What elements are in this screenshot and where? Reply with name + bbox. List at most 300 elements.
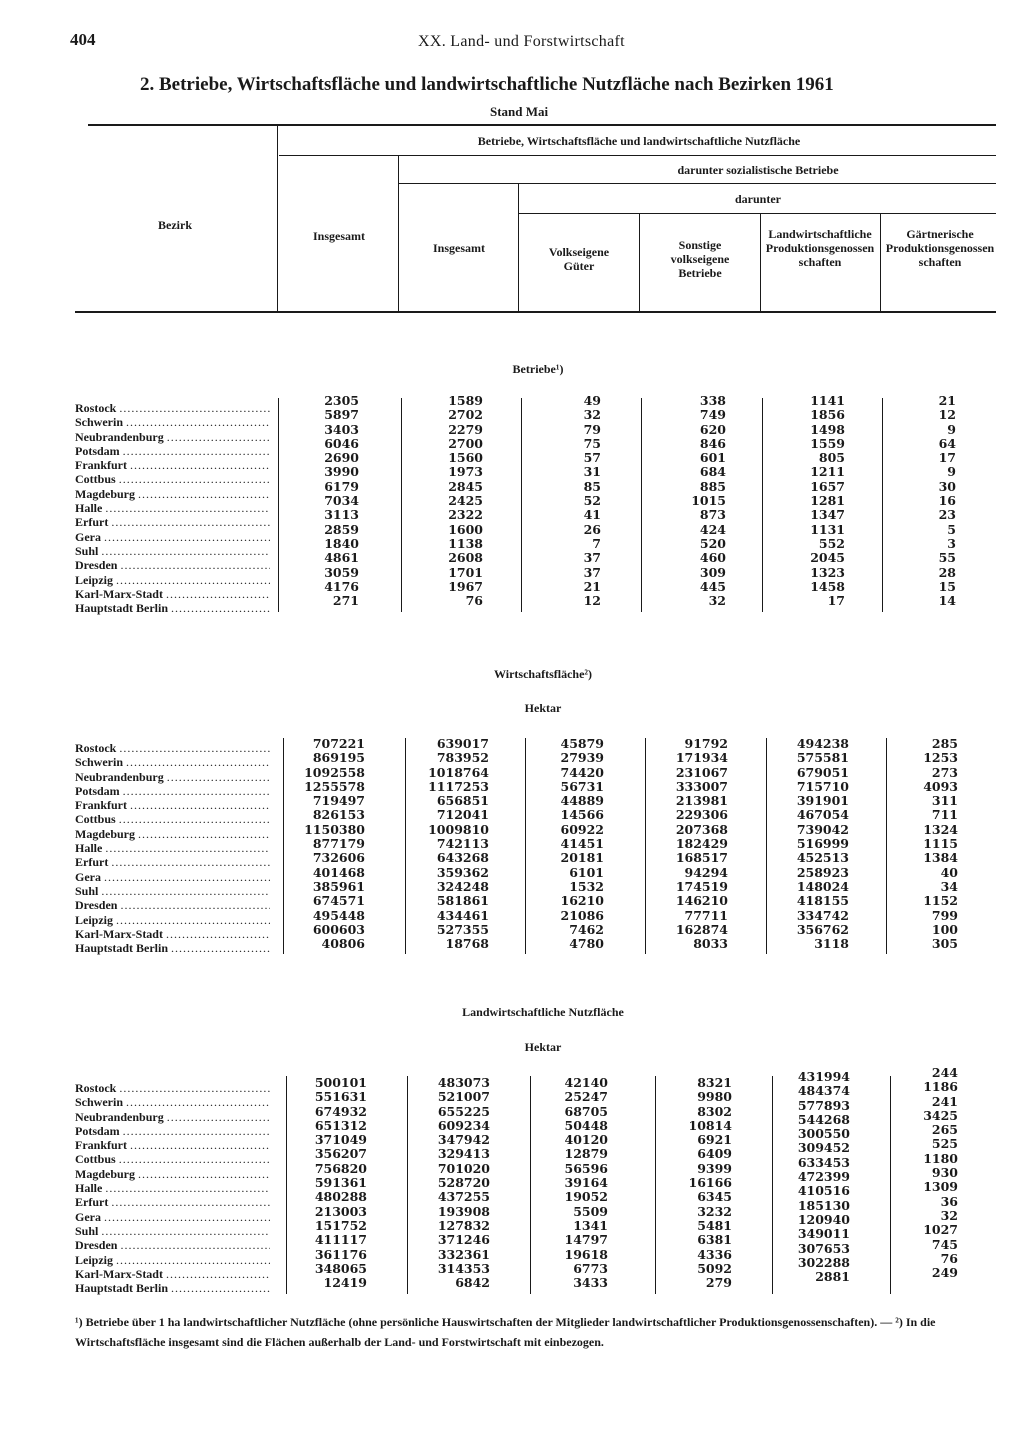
table-cell: 745 <box>931 1236 958 1252</box>
table-cell: 1115 <box>923 836 958 852</box>
table-cell: 1600 <box>448 521 483 537</box>
table-cell: 309 <box>699 564 726 580</box>
bezirk-label: Halle ..... <box>75 841 270 855</box>
table-cell: 1138 <box>448 535 483 551</box>
header-volkseigene-gueter: Volkseigene Güter <box>548 245 610 273</box>
table-cell: 544268 <box>797 1111 850 1127</box>
header-sonstige-betriebe: Sonstige volkseigene Betriebe <box>670 238 730 280</box>
table-cell: 528720 <box>437 1175 490 1191</box>
table-cell: 309452 <box>797 1140 850 1156</box>
table-cell: 7462 <box>569 921 604 937</box>
table-cell: 467054 <box>796 807 849 823</box>
table-cell: 37 <box>583 564 601 580</box>
table-cell: 15 <box>938 578 956 594</box>
table-cell: 434461 <box>436 907 489 923</box>
bezirk-label: Karl-Marx-Stadt ..... <box>75 927 270 941</box>
header-top: Betriebe, Wirtschaftsfläche und landwirtschaftliche Nutzfläche <box>477 134 801 148</box>
table-cell: 1018764 <box>428 764 489 780</box>
table-cell: 359362 <box>436 864 489 880</box>
table-cell: 371049 <box>314 1132 367 1148</box>
table-cell: 20181 <box>560 850 604 866</box>
table-cell: 1341 <box>573 1217 608 1233</box>
table-cell: 711 <box>931 807 958 823</box>
table-cell: 347942 <box>437 1132 490 1148</box>
table-cell: 877179 <box>312 836 365 852</box>
bezirk-label: Halle ..... <box>75 501 270 515</box>
table-cell: 3232 <box>697 1203 732 1219</box>
table-cell: 300550 <box>797 1126 850 1142</box>
table-cell: 525 <box>931 1136 958 1152</box>
table-cell: 14797 <box>564 1232 608 1248</box>
table-cell: 229306 <box>675 807 728 823</box>
table-cell: 1840 <box>324 535 359 551</box>
table-cell: 285 <box>931 736 958 751</box>
table-cell: 16210 <box>560 893 604 909</box>
bezirk-label: Potsdam ..... <box>75 444 270 458</box>
table-cell: 333007 <box>675 778 728 794</box>
table-cell: 1255578 <box>304 778 365 794</box>
table-cell: 5092 <box>697 1260 732 1276</box>
table-cell: 1324 <box>923 821 958 837</box>
table-cell: 9980 <box>697 1089 732 1105</box>
table-cell: 127832 <box>437 1217 490 1233</box>
bezirk-label: Magdeburg ..... <box>75 827 270 841</box>
table-cell: 60922 <box>560 821 604 837</box>
table-cell: 4176 <box>324 578 359 594</box>
table-cell: 846 <box>699 435 726 451</box>
table-cell: 3 <box>947 535 956 551</box>
table-cell: 783952 <box>436 750 489 766</box>
table-cell: 28 <box>938 564 956 580</box>
column-soz-insgesamt <box>410 737 489 951</box>
table-cell: 36 <box>940 1193 958 1209</box>
table-cell: 249 <box>931 1265 958 1281</box>
bezirk-label: Potsdam ..... <box>75 1124 270 1138</box>
table-cell: 279 <box>705 1275 732 1291</box>
table-cell: 873 <box>699 507 726 523</box>
column-insgesamt <box>290 737 365 951</box>
table-cell: 273 <box>931 764 958 780</box>
table-cell: 805 <box>818 450 845 466</box>
table-cell: 356207 <box>314 1146 367 1162</box>
header-darunter-sozialistisch: darunter sozialistische Betriebe <box>677 163 839 177</box>
table-cell: 2881 <box>815 1269 850 1285</box>
table-cell: 9 <box>947 421 956 437</box>
header-rule-3 <box>519 213 996 214</box>
table-cell: 32 <box>583 407 601 423</box>
table-cell: 231067 <box>675 764 728 780</box>
bezirk-label: Erfurt ..... <box>75 855 270 869</box>
table-cell: 410516 <box>797 1183 850 1199</box>
table-cell: 445 <box>699 578 726 594</box>
table-cell: 37 <box>583 550 601 566</box>
table-cell: 1657 <box>810 478 845 494</box>
bezirk-label: Magdeburg ..... <box>75 1167 270 1181</box>
table-cell: 581861 <box>436 893 489 909</box>
column-sonstige-betriebe <box>660 1076 732 1290</box>
table-cell: 12879 <box>564 1146 608 1162</box>
bezirk-label: Schwerin ..... <box>75 1095 270 1109</box>
table-cell: 361176 <box>314 1246 367 1262</box>
table-cell: 171934 <box>675 750 728 766</box>
table-cell: 168517 <box>675 850 728 866</box>
table-cell: 57 <box>583 450 601 466</box>
table-cell: 6179 <box>324 478 359 494</box>
bezirk-label: Suhl ..... <box>75 884 270 898</box>
header-divider <box>518 183 519 311</box>
table-cell: 655225 <box>437 1103 490 1119</box>
table-cell: 50448 <box>564 1117 608 1133</box>
table-cell: 19052 <box>564 1189 608 1205</box>
table-cell: 1384 <box>923 850 958 866</box>
bezirk-label: Suhl ..... <box>75 544 270 558</box>
table-cell: 6921 <box>697 1132 732 1148</box>
table-cell: 494238 <box>796 736 849 751</box>
table-cell: 148024 <box>796 878 849 894</box>
table-cell: 185130 <box>797 1197 850 1213</box>
table-cell: 5 <box>947 521 956 537</box>
table-cell: 674932 <box>314 1103 367 1119</box>
header-rule-1 <box>279 155 996 156</box>
table-cell: 3433 <box>573 1275 608 1291</box>
table-cell: 418155 <box>796 893 849 909</box>
bezirk-label: Rostock ..... <box>75 1081 270 1095</box>
table-cell: 2845 <box>448 478 483 494</box>
table-cell: 391901 <box>796 793 849 809</box>
table-cell: 411117 <box>314 1232 367 1248</box>
table-cell: 10814 <box>688 1117 732 1133</box>
table-cell: 1309 <box>923 1179 958 1195</box>
table-cell: 424 <box>699 521 726 537</box>
bezirk-label: Frankfurt ..... <box>75 458 270 472</box>
table-cell: 324248 <box>436 878 489 894</box>
table-cell: 1560 <box>448 450 483 466</box>
column-soz-insgesamt <box>412 1076 490 1290</box>
table-cell: 8302 <box>697 1103 732 1119</box>
table-cell: 1150380 <box>304 821 365 837</box>
table-cell: 52 <box>583 493 601 509</box>
bezirk-label: Neubrandenburg ..... <box>75 770 270 784</box>
table-cell: 707221 <box>312 736 365 751</box>
table-cell: 244 <box>931 1065 958 1080</box>
bezirk-label: Hauptstadt Berlin ..... <box>75 601 270 615</box>
column-soz-insgesamt <box>405 394 483 608</box>
bezirk-label: Hauptstadt Berlin ..... <box>75 1281 270 1295</box>
table-cell: 6409 <box>697 1146 732 1162</box>
table-cell: 521007 <box>437 1089 490 1105</box>
bezirk-label: Karl-Marx-Stadt ..... <box>75 1267 270 1281</box>
table-cell: 732606 <box>312 850 365 866</box>
bezirk-label: Hauptstadt Berlin ..... <box>75 941 270 955</box>
bezirk-label: Rostock ..... <box>75 741 270 755</box>
table-cell: 3118 <box>814 936 849 952</box>
table-cell: 930 <box>931 1165 958 1181</box>
table-cell: 609234 <box>437 1117 490 1133</box>
chapter-heading: XX. Land- und Forstwirtschaft <box>418 33 625 50</box>
table-cell: 643268 <box>436 850 489 866</box>
table-cell: 719497 <box>312 793 365 809</box>
table-cell: 651312 <box>314 1117 367 1133</box>
table-cell: 334742 <box>796 907 849 923</box>
table-cell: 500101 <box>314 1075 367 1090</box>
table-cell: 656851 <box>436 793 489 809</box>
table-cell: 19618 <box>564 1246 608 1262</box>
bezirk-label: Schwerin ..... <box>75 415 270 429</box>
column-rule <box>655 1076 656 1294</box>
table-cell: 4780 <box>569 936 604 952</box>
table-cell: 639017 <box>436 736 489 751</box>
table-cell: 329413 <box>437 1146 490 1162</box>
footnotes: ¹) Betriebe über 1 ha landwirtschaftlicher Nutzfläche (ohne persönliche Hauswirtschaften der Mitglieder landwirtschaftlicher Produktionsgenossenschaften). — ²) In die Wirtschaftsfläche insgesamt sind die Flächen außerhalb der Land- und Forstwirtschaft mit einbezogen. <box>75 1315 936 1349</box>
bezirk-label: Karl-Marx-Stadt ..... <box>75 587 270 601</box>
table-cell: 151752 <box>314 1217 367 1233</box>
column-insgesamt <box>293 1076 367 1290</box>
table-cell: 431994 <box>797 1069 850 1084</box>
bezirk-label: Schwerin ..... <box>75 755 270 769</box>
table-cell: 701020 <box>437 1160 490 1176</box>
section-title: Betriebe¹) <box>512 362 564 376</box>
table-cell: 305 <box>931 936 958 952</box>
table-cell: 1856 <box>810 407 845 423</box>
table-cell: 885 <box>699 478 726 494</box>
table-cell: 452513 <box>796 850 849 866</box>
table-cell: 495448 <box>312 907 365 923</box>
header-soz-insgesamt: Insgesamt <box>432 241 485 255</box>
column-gpg <box>894 1066 958 1280</box>
bezirk-label: Gera ..... <box>75 870 270 884</box>
column-insgesamt <box>285 394 359 608</box>
table-cell: 31 <box>583 464 601 480</box>
table-cell: 9399 <box>697 1160 732 1176</box>
table-cell: 527355 <box>436 921 489 937</box>
table-cell: 55 <box>938 550 956 566</box>
table-cell: 85 <box>583 478 601 494</box>
table-cell: 9 <box>947 464 956 480</box>
table-cell: 21 <box>938 393 956 408</box>
table-cell: 271 <box>332 593 359 609</box>
table-cell: 2700 <box>448 435 483 451</box>
column-rule <box>525 738 526 954</box>
column-rule <box>890 1076 891 1294</box>
table-cell: 21 <box>583 578 601 594</box>
table-cell: 25247 <box>564 1089 608 1105</box>
bezirk-label: Potsdam ..... <box>75 784 270 798</box>
table-cell: 14 <box>938 593 956 609</box>
column-rule <box>405 738 406 954</box>
table-cell: 1532 <box>569 878 604 894</box>
table-cell: 1180 <box>923 1150 958 1166</box>
column-sonstige-betriebe <box>650 737 728 951</box>
table-cell: 64 <box>938 435 956 451</box>
table-cell: 577893 <box>797 1097 850 1113</box>
table-cell: 472399 <box>797 1169 850 1185</box>
table-cell: 349011 <box>797 1226 850 1242</box>
table-cell: 620 <box>699 421 726 437</box>
bezirk-label: Dresden ..... <box>75 558 270 572</box>
table-cell: 356762 <box>796 921 849 937</box>
table-cell: 302288 <box>797 1254 850 1270</box>
table-cell: 484374 <box>797 1083 850 1099</box>
header-bottom-rule <box>75 311 996 313</box>
table-cell: 601 <box>699 450 726 466</box>
table-cell: 17 <box>827 593 845 609</box>
table-cell: 1117253 <box>428 778 489 794</box>
table-cell: 338 <box>699 393 726 408</box>
table-cell: 18768 <box>445 936 489 952</box>
bezirk-label: Erfurt ..... <box>75 1195 270 1209</box>
row-labels <box>75 741 270 955</box>
table-cell: 77711 <box>684 907 728 923</box>
table-cell: 332361 <box>437 1246 490 1262</box>
table-cell: 600603 <box>312 921 365 937</box>
table-cell: 1701 <box>448 564 483 580</box>
table-cell: 552 <box>818 535 845 551</box>
header-lpg: Landwirtschaftliche Produktionsgenossenschaften <box>765 227 875 269</box>
table-cell: 1347 <box>810 507 845 523</box>
table-cell: 385961 <box>312 878 365 894</box>
table-cell: 679051 <box>796 764 849 780</box>
table-cell: 307653 <box>797 1240 850 1256</box>
table-cell: 23 <box>938 507 956 523</box>
table-cell: 575581 <box>796 750 849 766</box>
table-cell: 32 <box>708 593 726 609</box>
header-insgesamt: Insgesamt <box>312 229 365 243</box>
bezirk-label: Suhl ..... <box>75 1224 270 1238</box>
column-rule <box>401 398 402 612</box>
table-cell: 8321 <box>697 1075 732 1090</box>
table-cell: 6345 <box>697 1189 732 1205</box>
table-cell: 21086 <box>560 907 604 923</box>
table-cell: 39164 <box>564 1175 608 1191</box>
table-cell: 1323 <box>810 564 845 580</box>
table-cell: 41 <box>583 507 601 523</box>
table-cell: 4861 <box>324 550 359 566</box>
table-cell: 40 <box>940 864 958 880</box>
table-cell: 2702 <box>448 407 483 423</box>
table-cell: 12 <box>938 407 956 423</box>
table-cell: 6381 <box>697 1232 732 1248</box>
header-darunter: darunter <box>735 192 781 206</box>
header-divider <box>639 213 640 311</box>
table-cell: 3990 <box>324 464 359 480</box>
table-cell: 162874 <box>675 921 728 937</box>
header-divider <box>760 213 761 311</box>
bezirk-label: Cottbus ..... <box>75 812 270 826</box>
table-cell: 32 <box>940 1207 958 1223</box>
table-cell: 6842 <box>455 1275 490 1291</box>
table-cell: 520 <box>699 535 726 551</box>
table-cell: 742113 <box>436 836 489 852</box>
table-cell: 348065 <box>314 1260 367 1276</box>
table-cell: 75 <box>583 435 601 451</box>
column-rule <box>886 738 887 954</box>
column-rule <box>766 738 767 954</box>
table-cell: 1152 <box>923 893 958 909</box>
table-cell: 74420 <box>560 764 604 780</box>
table-cell: 16166 <box>688 1175 732 1191</box>
column-lpg <box>776 1070 850 1284</box>
table-cell: 2322 <box>448 507 483 523</box>
table-cell: 311 <box>931 793 958 809</box>
column-rule <box>278 398 279 612</box>
column-rule <box>641 398 642 612</box>
section-title: Landwirtschaftliche Nutzfläche <box>462 1005 624 1019</box>
table-cell: 182429 <box>675 836 728 852</box>
table-cell: 1559 <box>810 435 845 451</box>
column-rule <box>530 1076 531 1294</box>
table-cell: 6046 <box>324 435 359 451</box>
table-cell: 480288 <box>314 1189 367 1205</box>
table-cell: 2690 <box>324 450 359 466</box>
bezirk-label: Cottbus ..... <box>75 1152 270 1166</box>
table-cell: 674571 <box>312 893 365 909</box>
table-cell: 3113 <box>324 507 359 523</box>
table-cell: 756820 <box>314 1160 367 1176</box>
column-rule <box>521 398 522 612</box>
table-cell: 94294 <box>684 864 728 880</box>
table-cell: 483073 <box>437 1075 490 1090</box>
table-title: 2. Betriebe, Wirtschaftsfläche und landwirtschaftliche Nutzfläche nach Bezirken 1961 <box>140 74 834 95</box>
column-rule <box>762 398 763 612</box>
table-cell: 44889 <box>560 793 604 809</box>
bezirk-label: Frankfurt ..... <box>75 798 270 812</box>
bezirk-label: Leipzig ..... <box>75 573 270 587</box>
table-cell: 437255 <box>437 1189 490 1205</box>
table-cell: 1131 <box>810 521 845 537</box>
table-cell: 40120 <box>564 1132 608 1148</box>
table-cell: 7034 <box>324 493 359 509</box>
table-cell: 34 <box>940 878 958 894</box>
bezirk-label: Gera ..... <box>75 1210 270 1224</box>
table-cell: 213003 <box>314 1203 367 1219</box>
table-cell: 1967 <box>448 578 483 594</box>
row-labels <box>75 401 270 615</box>
table-cell: 1973 <box>448 464 483 480</box>
bezirk-label: Frankfurt ..... <box>75 1138 270 1152</box>
table-cell: 8033 <box>693 936 728 952</box>
table-cell: 551631 <box>314 1089 367 1105</box>
table-cell: 79 <box>583 421 601 437</box>
column-gpg <box>890 737 958 951</box>
bezirk-label: Cottbus ..... <box>75 472 270 486</box>
header-bezirk: Bezirk <box>158 218 192 232</box>
row-labels <box>75 1081 270 1295</box>
table-cell: 869195 <box>312 750 365 766</box>
bezirk-label: Rostock ..... <box>75 401 270 415</box>
table-cell: 14566 <box>560 807 604 823</box>
section-unit: Hektar <box>524 1040 562 1054</box>
table-cell: 120940 <box>797 1211 850 1227</box>
column-rule <box>283 738 284 954</box>
column-rule <box>645 738 646 954</box>
table-cell: 40806 <box>321 936 365 952</box>
table-cell: 371246 <box>437 1232 490 1248</box>
bezirk-label: Neubrandenburg ..... <box>75 430 270 444</box>
table-cell: 146210 <box>675 893 728 909</box>
table-cell: 16 <box>938 493 956 509</box>
table-cell: 460 <box>699 550 726 566</box>
table-cell: 42140 <box>564 1075 608 1090</box>
table-cell: 2305 <box>324 393 359 408</box>
table-cell: 1498 <box>810 421 845 437</box>
table-cell: 1281 <box>810 493 845 509</box>
table-cell: 5481 <box>697 1217 732 1233</box>
table-cell: 5897 <box>324 407 359 423</box>
table-cell: 516999 <box>796 836 849 852</box>
table-cell: 3059 <box>324 564 359 580</box>
table-cell: 76 <box>465 593 483 609</box>
section-title: Wirtschaftsfläche²) <box>493 667 593 681</box>
